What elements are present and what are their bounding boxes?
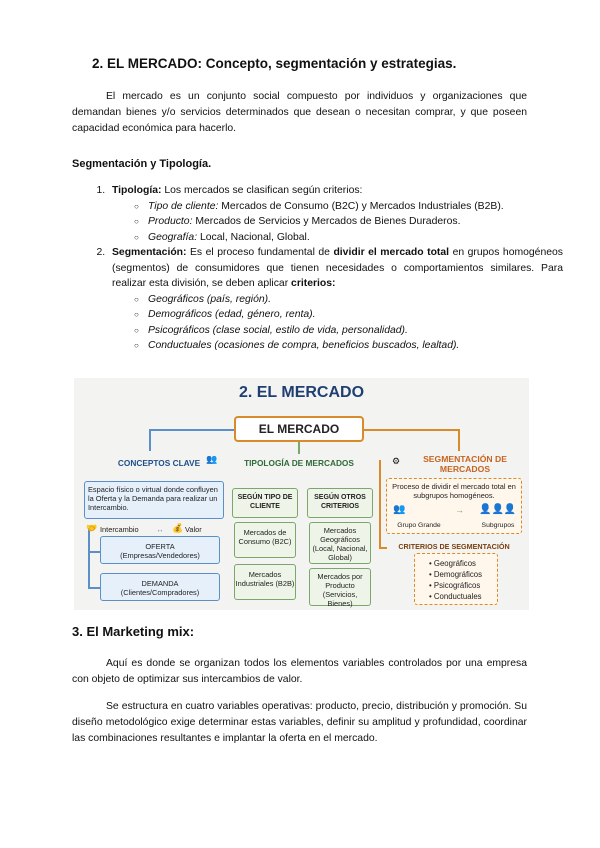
- col-conceptos-title: CONCEPTOS CLAVE: [117, 458, 201, 468]
- market-diagram: [74, 378, 529, 610]
- people-icon: 👥: [206, 454, 218, 464]
- otros-criterios-head: SEGÚN OTROS CRITERIOS: [307, 488, 373, 518]
- definition-box: Espacio físico o virtual donde confluyen la Oferta y la Demanda para realizar un Intercambio.: [84, 481, 224, 519]
- col-segmentacion-title: SEGMENTACIÓN DE MERCADOS: [423, 454, 507, 474]
- list-item: ○ Producto: Mercados de Servicios y Mercados de Bienes Duraderos.: [134, 214, 563, 230]
- intercambio-label: Intercambio: [100, 525, 139, 534]
- arrows-icon: ↔: [156, 525, 164, 534]
- arrow-right-icon: →: [455, 505, 464, 515]
- geograficos-box: Mercados Geográficos (Local, Nacional, Global): [309, 522, 371, 564]
- grupo-label: Grupo Grande: [397, 522, 441, 529]
- demanda-box: DEMANDA (Clientes/Compradores): [100, 573, 220, 601]
- criterio-item: • Demográficos: [429, 570, 482, 579]
- criteria-list: [72, 183, 563, 354]
- diagram-center: EL MERCADO: [234, 416, 364, 442]
- group-icon: 👥: [393, 504, 406, 515]
- subgroups-icon: 👤👤👤: [479, 504, 517, 515]
- tipo-cliente-head: SEGÚN TIPO DE CLIENTE: [232, 488, 298, 518]
- process-text: Proceso de dividir el mercado total en subgrupos homogéneos.: [392, 482, 516, 500]
- mix-paragraph-1: Aquí es donde se organizan todos los elementos variables controlados por una empresa con objeto de optimizar sus intercambios de valor.: [72, 658, 527, 685]
- producto-box: Mercados por Producto (Servicios, Bienes): [309, 568, 371, 606]
- handshake-icon: 🤝: [86, 523, 98, 533]
- list-item-segmentacion: 2. Segmentación: Es el proceso fundamental de dividir el mercado total en grupos homogéneos (segmentos) de consumidores que tienen necesidades o comportamientos similares. Para realizar esta división, se deben aplicar criterios: ○ Geográficos (país, región). ○ Demográficos (edad, género, renta). ○ Psicográficos (clase social, estilo de vida, personalidad). ○ Conductuales (ocasiones de compra, beneficios buscados, lealtad).: [108, 245, 563, 354]
- oferta-box: OFERTA (Empresas/Vendedores): [100, 536, 220, 564]
- criterio-item: • Conductuales: [429, 592, 482, 601]
- list-item: ○ Geográficos (país, región).: [134, 292, 563, 308]
- marketing-mix-heading: 3. El Marketing mix:: [72, 624, 195, 639]
- criterio-item: • Geográficos: [429, 559, 476, 568]
- b2c-box: Mercados de Consumo (B2C): [234, 522, 296, 558]
- criterios-title: CRITERIOS DE SEGMENTACIÓN: [398, 542, 510, 551]
- mix-paragraph-2: Se estructura en cuatro variables operativas: producto, precio, distribución y promoción. Su diseño metodológico exige determinar estas variables, definir su amplitud y profundidad, coordinar las combinaciones resultantes e implantar la oferta en el mercado.: [72, 701, 527, 744]
- list-item: ○ Geografía: Local, Nacional, Global.: [134, 230, 563, 246]
- col-tipologia-title: TIPOLOGÍA DE MERCADOS: [244, 458, 354, 468]
- list-item: ○ Psicográficos (clase social, estilo de vida, personalidad).: [134, 323, 563, 339]
- criterio-item: • Psicográficos: [429, 581, 481, 590]
- list-item-tipologia: 1. Tipología: Los mercados se clasifican según criterios: ○ Tipo de cliente: Mercados de Consumo (B2C) y Mercados Industriales (B2B). ○ Producto: Mercados de Servicios y Mercados de Bienes Duraderos. ○ Geografía: Local, Nacional, Global.: [108, 183, 563, 245]
- valor-label: Valor: [185, 525, 202, 534]
- segmentacion-box: [386, 478, 522, 534]
- criterios-box: [414, 553, 498, 605]
- value-icon: 💰: [172, 523, 184, 533]
- list-item: ○ Tipo de cliente: Mercados de Consumo (B2C) y Mercados Industriales (B2B).: [134, 199, 563, 215]
- list-item: ○ Conductuales (ocasiones de compra, beneficios buscados, lealtad).: [134, 338, 563, 354]
- diagram-title: 2. EL MERCADO: [238, 384, 365, 401]
- intro-paragraph: El mercado es un conjunto social compuesto por individuos y organizaciones que demandan bienes y/o servicios determinados que desean o necesitan comprar, y que poseen capacidad económica para hacerlo.: [72, 91, 527, 134]
- subheading: Segmentación y Tipología.: [72, 158, 212, 170]
- subgrupos-label: Subgrupos: [481, 522, 515, 529]
- gear-icon: ⚙: [392, 456, 401, 466]
- list-item: ○ Demográficos (edad, género, renta).: [134, 307, 563, 323]
- section-heading: 2. EL MERCADO: Concepto, segmentación y estrategias.: [92, 56, 457, 71]
- b2b-box: Mercados Industriales (B2B): [234, 564, 296, 600]
